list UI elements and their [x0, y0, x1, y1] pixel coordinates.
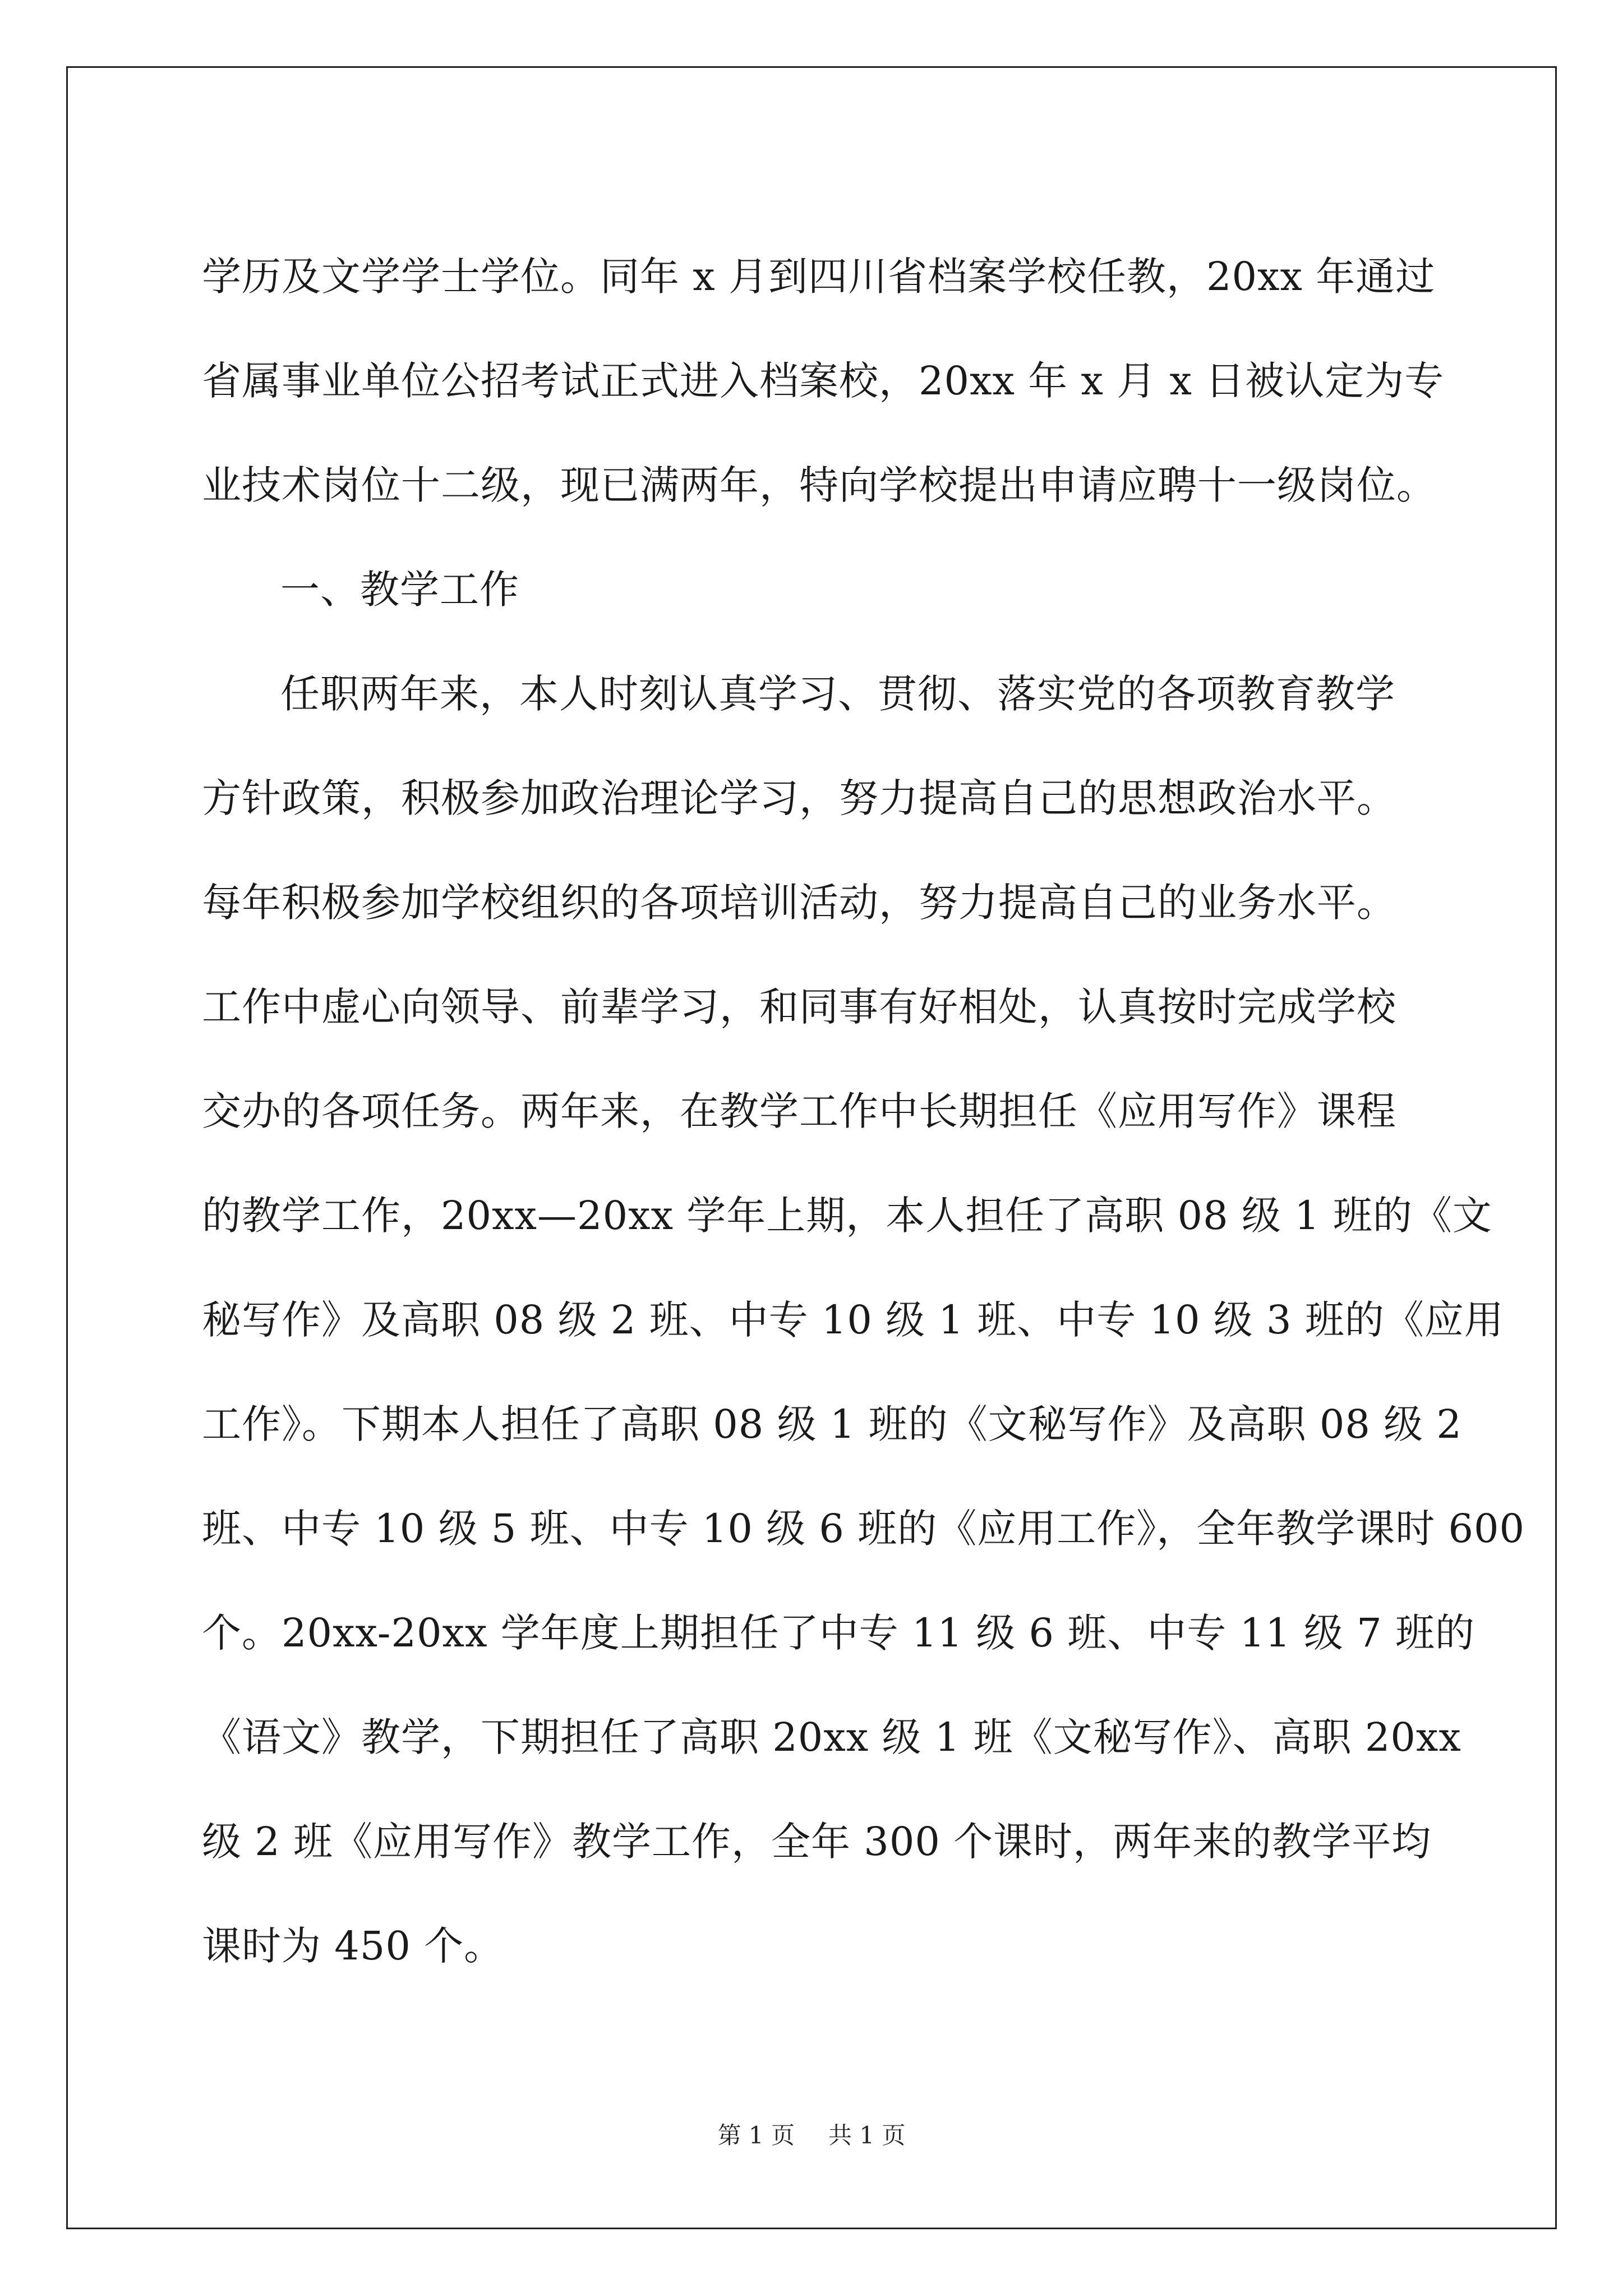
- text-line-12: 工作》。下期本人担任了高职 08 级 1 班的《文秘写作》及高职 08 级 2: [202, 1401, 1462, 1447]
- page-footer: [0, 2117, 1623, 2151]
- text-line-11: 秘写作》及高职 08 级 2 班、中专 10 级 1 班、中专 10 级 3 班的《应用: [202, 1297, 1504, 1343]
- text-line-3: 业技术岗位十二级，现已满两年，特向学校提出申请应聘十一级岗位。: [202, 462, 1436, 508]
- document-body: [202, 224, 1525, 1998]
- section-heading: 一、教学工作: [280, 567, 519, 613]
- text-line-15: 《语文》教学，下期担任了高职 20xx 级 1 班《文秘写作》、高职 20xx: [202, 1714, 1461, 1760]
- text-line-9: 交办的各项任务。两年来，在教学工作中长期担任《应用写作》课程: [202, 1088, 1396, 1134]
- text-line-1: 学历及文学学士学位。同年 x 月到四川省档案学校任教，20xx 年通过: [202, 254, 1436, 300]
- text-line-13: 班、中专 10 级 5 班、中专 10 级 6 班的《应用工作》，全年教学课时 600: [202, 1506, 1525, 1552]
- text-line-7: 每年积极参加学校组织的各项培训活动，努力提高自己的业务水平。: [202, 880, 1396, 926]
- text-line-16: 级 2 班《应用写作》教学工作，全年 300 个课时，两年来的教学平均: [202, 1819, 1432, 1865]
- text-line-5: 任职两年来，本人时刻认真学习、贯彻、落实党的各项教育教学: [280, 671, 1395, 717]
- page-total: 共 1 页: [828, 2122, 906, 2149]
- text-line-2: 省属事业单位公招考试正式进入档案校，20xx 年 x 月 x 日被认定为专: [202, 358, 1445, 404]
- text-line-10: 的教学工作，20xx—20xx 学年上期，本人担任了高职 08 级 1 班的《文: [202, 1193, 1492, 1239]
- text-line-17: 课时为 450 个。: [202, 1923, 504, 1969]
- text-line-14: 个。20xx-20xx 学年度上期担任了中专 11 级 6 班、中专 11 级 7 班的: [202, 1610, 1475, 1656]
- page-number: 第 1 页: [717, 2122, 795, 2149]
- text-line-8: 工作中虚心向领导、前辈学习，和同事有好相处，认真按时完成学校: [202, 984, 1396, 1030]
- text-line-6: 方针政策，积极参加政治理论学习，努力提高自己的思想政治水平。: [202, 775, 1396, 821]
